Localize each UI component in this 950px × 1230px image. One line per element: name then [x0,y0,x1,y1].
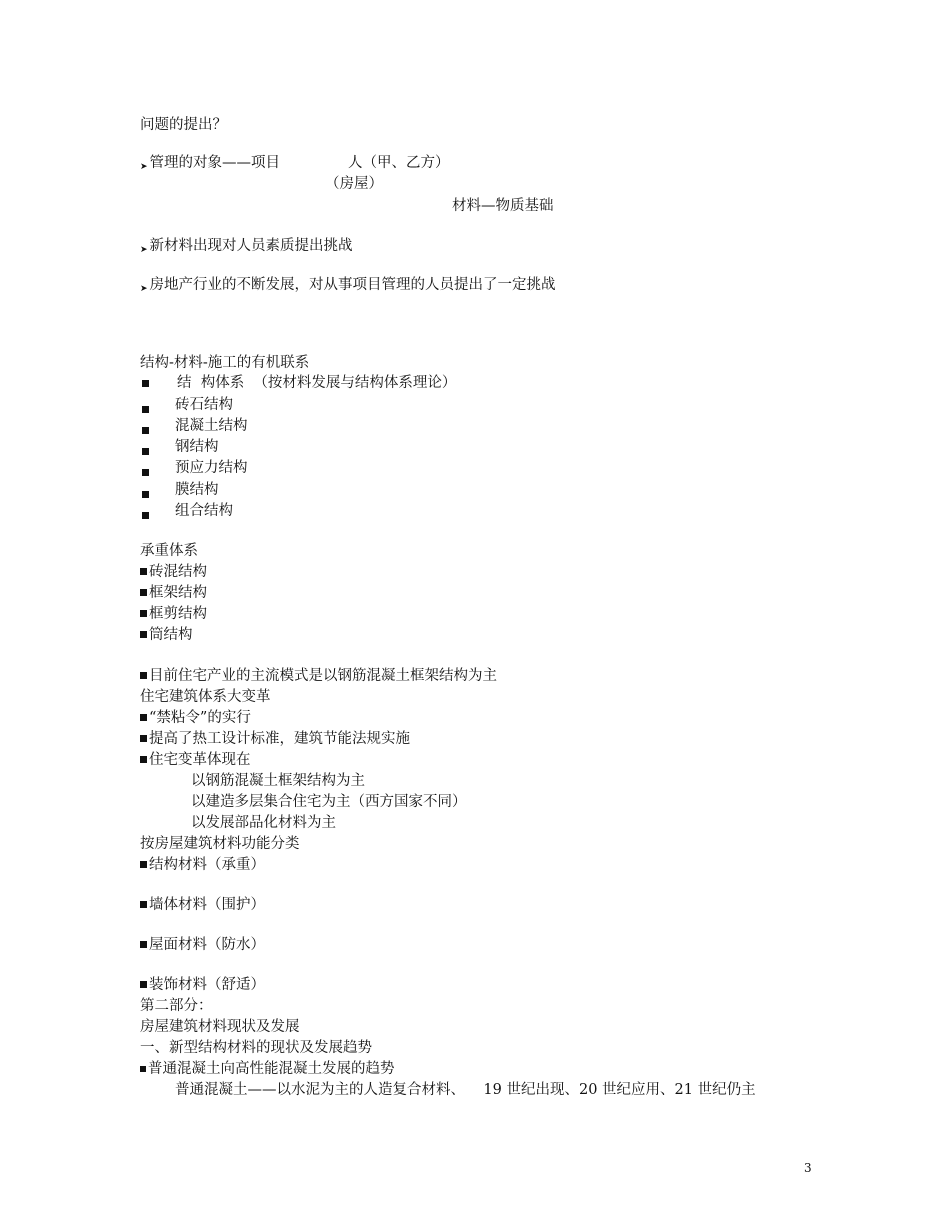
classify-heading: 按房屋建筑材料功能分类 [140,836,300,852]
square-bullet-icon [140,714,147,721]
reform-sub-item: 以发展部品化材料为主 [191,815,336,831]
load-item [140,586,207,601]
classify-item-text: 结构材料（承重） [149,857,265,873]
trend-bullet [140,1062,395,1077]
square-bullet-icon [140,589,147,596]
reform-sub-item: 以钢筋混凝土框架结构为主 [191,773,365,789]
classify-item-text: 墙体材料（围护） [149,897,265,913]
classify-item-text: 装饰材料（舒适） [149,977,265,993]
square-bullet-icon [142,380,149,387]
load-item-text: 框剪结构 [149,606,207,622]
part2-heading: 第二部分： [140,998,213,1014]
square-bullet-icon [142,406,149,413]
square-bullet-icon [140,941,147,948]
square-bullet-icon [142,427,149,434]
new-materials-bullet [140,239,353,254]
square-bullet-icon [140,735,147,742]
page-number: 3 [804,1161,812,1175]
new-materials-text: 新材料出现对人员素质提出挑战 [149,238,353,254]
square-bullet-icon [140,568,147,575]
management-text-material: 材料—物质基础 [452,198,554,214]
reform-item [140,753,251,768]
mainstream-bullet [140,669,497,684]
management-text-b: 人（甲、乙方） [348,155,450,171]
square-bullet-icon [142,448,149,455]
load-heading: 承重体系 [140,543,198,559]
concrete-line: 普通混凝土——以水泥为主的人造复合材料、 19 世纪出现、20 世纪应用、21 世纪仍主 [175,1082,756,1098]
load-item [140,607,207,622]
management-text-a: 管理的对象——项目 [149,155,281,171]
classify-item [140,938,265,953]
load-item [140,628,193,643]
square-bullet-icon [140,901,147,908]
structure-type-item: 钢结构 [175,439,219,455]
square-bullet-icon [140,631,147,638]
management-text-house: （房屋） [325,176,383,192]
section1-title: 一、新型结构材料的现状及发展趋势 [140,1040,372,1056]
structure-type-item: 砖石结构 [175,397,233,413]
arrow-bullet-icon: ➤ [140,162,148,172]
classify-item [140,858,265,873]
arrow-bullet-icon: ➤ [140,284,148,294]
reform-item-text: 住宅变革体现在 [149,752,251,768]
mainstream-text: 目前住宅产业的主流模式是以钢筋混凝土框架结构为主 [149,668,497,684]
real-estate-bullet [140,278,556,293]
trend-text: 普通混凝土向高性能混凝土发展的趋势 [148,1061,395,1077]
square-bullet-icon [140,861,147,868]
classify-item-text: 屋面材料（防水） [149,937,265,953]
reform-heading: 住宅建筑体系大变革 [140,689,271,705]
reform-item-text: 提高了热工设计标准，建筑节能法规实施 [149,731,410,747]
square-bullet-icon [142,512,149,519]
reform-item-text: “禁粘令”的实行 [149,710,251,726]
load-item [140,565,207,580]
structure-type-item: 组合结构 [175,503,233,519]
square-bullet-icon [142,491,149,498]
part2-title: 房屋建筑材料现状及发展 [140,1019,300,1035]
reform-item [140,711,251,726]
load-item-text: 框架结构 [149,585,207,601]
structure-heading: 结构-材料-施工的有机联系 [140,355,310,371]
real-estate-text: 房地产行业的不断发展，对从事项目管理的人员提出了一定挑战 [149,277,556,293]
reform-sub-item: 以建造多层集合住宅为主（西方国家不同） [191,794,467,810]
load-item-text: 砖混结构 [149,564,207,580]
classify-item [140,898,265,913]
square-bullet-icon [140,1066,146,1072]
square-bullet-icon [140,610,147,617]
structure-type-item: 膜结构 [175,482,219,498]
management-bullet [140,156,280,171]
load-item-text: 筒结构 [149,627,193,643]
question-heading: 问题的提出？ [140,117,227,133]
square-bullet-icon [140,981,147,988]
structure-type-item: 预应力结构 [175,460,248,476]
structure-type-item: 混凝土结构 [175,418,248,434]
arrow-bullet-icon: ➤ [140,245,148,255]
square-bullet-icon [140,672,147,679]
classify-item [140,978,265,993]
reform-item [140,732,410,747]
square-bullet-icon [142,469,149,476]
structure-system-title: 结 构体系 （按材料发展与结构体系理论） [177,375,457,391]
square-bullet-icon [140,756,147,763]
